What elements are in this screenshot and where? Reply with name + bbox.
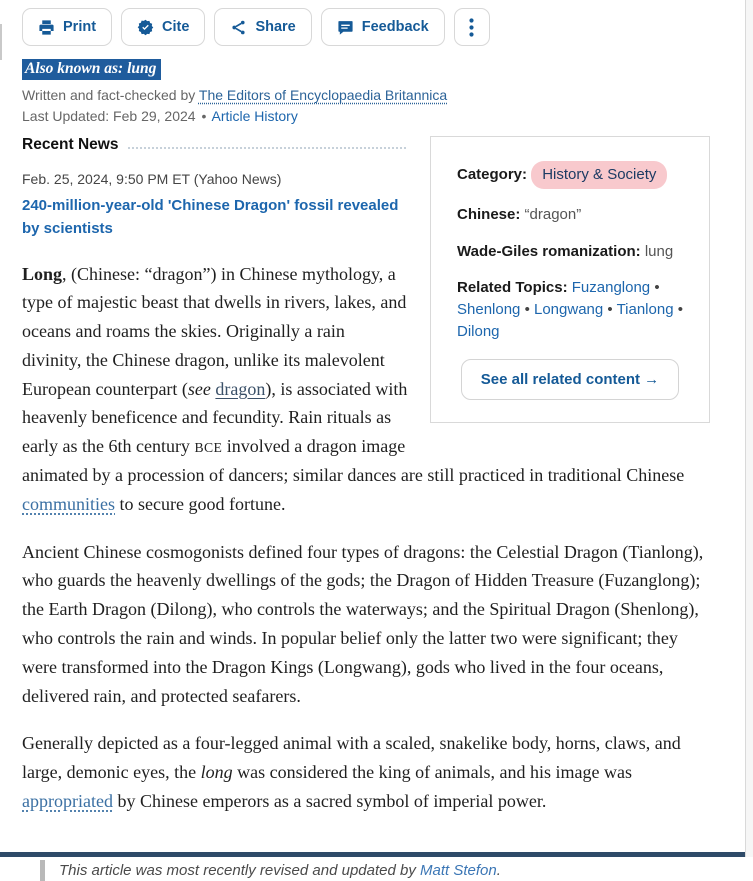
fact-infobox: [430, 136, 710, 423]
text-segment: Long: [22, 263, 63, 284]
cite-label: Cite: [162, 19, 190, 35]
category-pill[interactable]: History & Society: [531, 161, 667, 189]
cite-button[interactable]: [121, 8, 205, 46]
see-all-related-button[interactable]: See all related content →: [461, 359, 679, 400]
feedback-bubble-icon: [337, 19, 354, 36]
chinese-label: Chinese:: [457, 205, 521, 223]
topic-separator: •: [520, 301, 534, 318]
bullet-separator: •: [201, 108, 207, 124]
recent-news-heading: Recent News: [22, 136, 119, 153]
chinese-row: [457, 204, 683, 226]
also-known-as-highlight: Also known as: lung: [22, 59, 161, 80]
related-topic-link[interactable]: Longwang: [534, 301, 604, 318]
related-topic-link[interactable]: Shenlong: [457, 301, 521, 318]
topic-separator: •: [650, 279, 660, 297]
news-headline-link[interactable]: 240-million-year-old 'Chinese Dragon' fossil revealed by scientists: [22, 197, 399, 238]
recent-news-header: [22, 136, 408, 156]
share-icon: [230, 19, 247, 36]
paragraph-3: [22, 729, 710, 815]
scrollbar-track[interactable]: [745, 0, 753, 857]
action-toolbar: [22, 8, 710, 46]
editors-link[interactable]: The Editors of Encyclopaedia Britannica: [198, 87, 448, 103]
wade-giles-value: lung: [644, 242, 674, 260]
text-segment: Generally depicted as a four-legged animal with a scaled, snakelike body, horns, claws, and large, demonic eyes, the: [22, 733, 681, 783]
byline: [22, 87, 710, 103]
cite-badge-icon: [137, 19, 154, 36]
revision-note: [40, 860, 710, 881]
text-segment: Ancient Chinese cosmogonists defined four types of dragons: the Celestial Dragon (Tianlong), who guards the heavenly dwellings of the gods; the Dragon of Hidden Treasure (Fuzanglong); the Earth Dragon (Dilong), who controls the waterways; and the Spiritual Dragon (Shenlong), who controls the rain and winds. In popular belief only the latter two were significant; they were transformed into the Dragon Kings (Longwang), gods who lived in the four oceans, delivered rain, and protected seafarers.: [22, 541, 704, 706]
related-topics-label: Related Topics:: [457, 279, 568, 297]
related-topic-link[interactable]: Fuzanglong: [571, 279, 651, 297]
last-updated-row: [22, 108, 710, 124]
feedback-button[interactable]: [321, 8, 445, 46]
print-label: Print: [63, 19, 97, 35]
article-body: [22, 136, 710, 816]
inline-link[interactable]: appropriated: [22, 791, 113, 812]
text-segment: by Chinese emperors as a sacred symbol of imperial power.: [112, 791, 547, 812]
text-segment: was considered the king of animals, and his image was: [232, 762, 633, 783]
topic-separator: •: [673, 301, 683, 318]
text-segment: ), is associated with heavenly beneficence and fecundity. Rain rituals as early as the 6th century: [22, 378, 408, 457]
print-button[interactable]: [22, 8, 112, 46]
revision-suffix: .: [496, 861, 501, 879]
next-section-edge: [0, 852, 745, 857]
category-row: [457, 161, 683, 189]
kebab-menu-icon: [469, 18, 474, 37]
dotted-divider: [128, 147, 406, 149]
text-segment: to secure good fortune.: [115, 493, 286, 514]
print-icon: [38, 19, 55, 36]
text-segment: involved a dragon image animated by a procession of dancers; similar dances are still practiced in traditional Chinese: [22, 436, 685, 486]
paragraph-2: [22, 538, 710, 711]
text-segment: BCE: [194, 440, 223, 456]
text-segment: see: [187, 378, 211, 399]
inline-link[interactable]: dragon: [215, 378, 266, 399]
related-topic-link[interactable]: Dilong: [457, 322, 500, 340]
inline-link[interactable]: communities: [22, 493, 115, 514]
more-options-button[interactable]: [454, 8, 490, 46]
topic-separator: •: [603, 301, 617, 318]
category-label: Category:: [457, 166, 528, 183]
chinese-value: “dragon”: [524, 205, 582, 223]
article-history-link[interactable]: Article History: [211, 108, 298, 124]
related-topic-link[interactable]: Tianlong: [616, 301, 674, 318]
byline-prefix: Written and fact-checked by: [22, 87, 199, 103]
related-topics-row: [457, 277, 683, 342]
wade-giles-label: Wade-Giles romanization:: [457, 242, 641, 260]
editor-link[interactable]: Matt Stefon: [420, 861, 497, 879]
news-item-date: Feb. 25, 2024, 9:50 PM ET (Yahoo News): [22, 171, 282, 187]
text-segment: , (Chinese: “dragon”) in Chinese mythology, a type of majestic beast that dwells in rivers, lakes, and oceans and roams the skies. Originally a rain divinity, the Chinese dragon, unlike its malevolent European counterpart (: [22, 263, 407, 399]
feedback-label: Feedback: [361, 19, 429, 35]
share-label: Share: [255, 19, 296, 35]
revision-text: This article was most recently revised and updated by: [59, 861, 421, 879]
share-button[interactable]: [214, 8, 311, 46]
last-updated-text: Last Updated: Feb 29, 2024: [22, 108, 196, 124]
wade-giles-row: [457, 241, 683, 263]
page-edge-fragment: [0, 24, 2, 60]
text-segment: long: [200, 762, 233, 783]
